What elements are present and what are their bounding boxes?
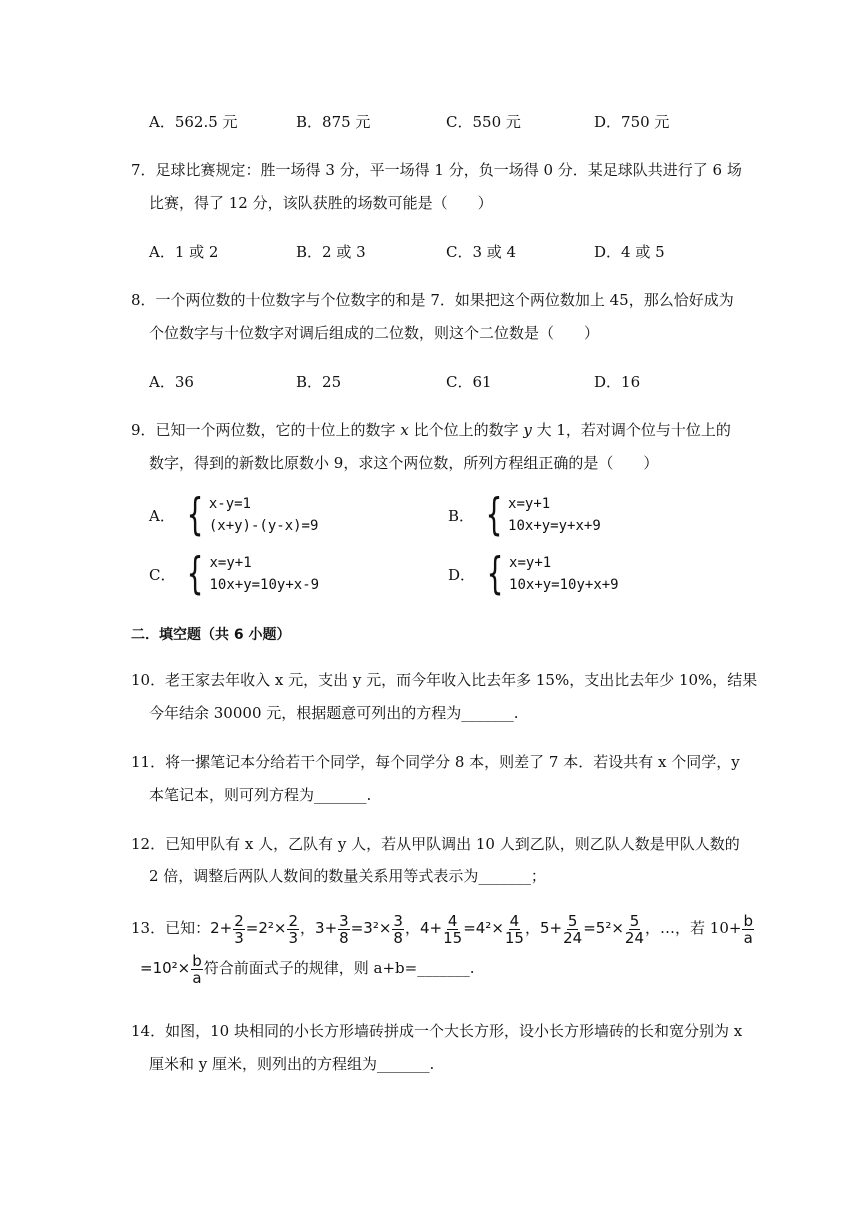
- q8-option-c: C．61: [446, 373, 492, 391]
- q6-option-a: A．562.5 元: [149, 113, 238, 131]
- q12-text-line2: 2 倍，调整后两队人数间的数量关系用等式表示为_______；: [149, 867, 546, 885]
- q13-text-line2: =10²× $\frac{b}{a}$ 符合前面式子的规律，则 a+b=_______.: [140, 951, 475, 987]
- q9-option-b: B． { x=y+1 10x+y=y+x+9: [448, 489, 601, 540]
- q9-text-line1: 9．已知一个两位数，它的十位上的数字 x 比个位上的数字 y 大 1，若对调个位与十位上的: [131, 421, 731, 439]
- q14-text-line2: 厘米和 y 厘米，则列出的方程组为_______.: [149, 1055, 435, 1073]
- brace-icon: {: [186, 489, 204, 540]
- q8-option-b: B．25: [296, 373, 342, 391]
- q7-option-a: A．1 或 2: [149, 243, 219, 261]
- brace-icon: {: [486, 548, 504, 599]
- q7-option-b: B．2 或 3: [296, 243, 366, 261]
- q7-option-d: D．4 或 5: [594, 243, 665, 261]
- q13-text-line1: 13．已知：2+ $\frac{2}{3}$ =2²× $\frac{2}{3}$ ，3+ $\frac{3}{8}$ =3²× $\frac{3}{8}$ ，4+ $\frac{4}{15}$ =4²× $\frac{4}{15}$ ，5+ $\frac{5}{24}$ =5²× $\frac{5}{24}$ ，…，若 10+ $\frac{b}{a}$: [131, 911, 753, 947]
- brace-icon: {: [485, 489, 503, 540]
- q8-option-a: A．36: [149, 373, 194, 391]
- q8-text-line2: 个位数字与十位数字对调后组成的二位数，则这个二位数是（ ）: [149, 324, 600, 342]
- q7-option-c: C．3 或 4: [446, 243, 517, 261]
- q6-option-c: C．550 元: [446, 113, 521, 131]
- q9-option-a: A． { x-y=1 (x+y)-(y-x)=9: [149, 489, 319, 540]
- q7-text-line2: 比赛，得了 12 分，该队获胜的场数可能是（ ）: [149, 194, 493, 212]
- section-heading: 二．填空题（共 6 小题）: [131, 627, 291, 643]
- q9-text-line2: 数字，得到的新数比原数小 9，求这个两位数，所列方程组正确的是（ ）: [149, 454, 659, 472]
- brace-icon: {: [187, 548, 204, 599]
- q8-text-line1: 8．一个两位数的十位数字与个位数字的和是 7．如果把这个两位数加上 45，那么恰好成为: [131, 291, 734, 309]
- q6-option-d: D．750 元: [594, 113, 670, 131]
- q6-option-b: B．875 元: [296, 113, 371, 131]
- q11-text-line1: 11．将一摞笔记本分给若干个同学，每个同学分 8 本，则差了 7 本．若设共有 x 个同学，y: [131, 753, 740, 771]
- q10-text-line2: 今年结余 30000 元，根据题意可列出的方程为_______.: [149, 704, 519, 722]
- q9-option-c: C． { x=y+1 10x+y=10y+x-9: [149, 548, 320, 599]
- q7-text-line1: 7．足球比赛规定：胜一场得 3 分，平一场得 1 分，负一场得 0 分．某足球队共进行了 6 场: [131, 161, 742, 179]
- q12-text-line1: 12．已知甲队有 x 人，乙队有 y 人，若从甲队调出 10 人到乙队，则乙队人数是甲队人数的: [131, 835, 740, 853]
- q10-text-line1: 10．老王家去年收入 x 元，支出 y 元，而今年收入比去年多 15%，支出比去年少 10%，结果: [131, 671, 758, 689]
- q14-text-line1: 14．如图，10 块相同的小长方形墙砖拼成一个大长方形，设小长方形墙砖的长和宽分别为 x: [131, 1022, 743, 1040]
- q8-option-d: D．16: [594, 373, 641, 391]
- q9-option-d: D． { x=y+1 10x+y=10y+x+9: [448, 548, 619, 599]
- q11-text-line2: 本笔记本，则可列方程为_______.: [149, 786, 372, 804]
